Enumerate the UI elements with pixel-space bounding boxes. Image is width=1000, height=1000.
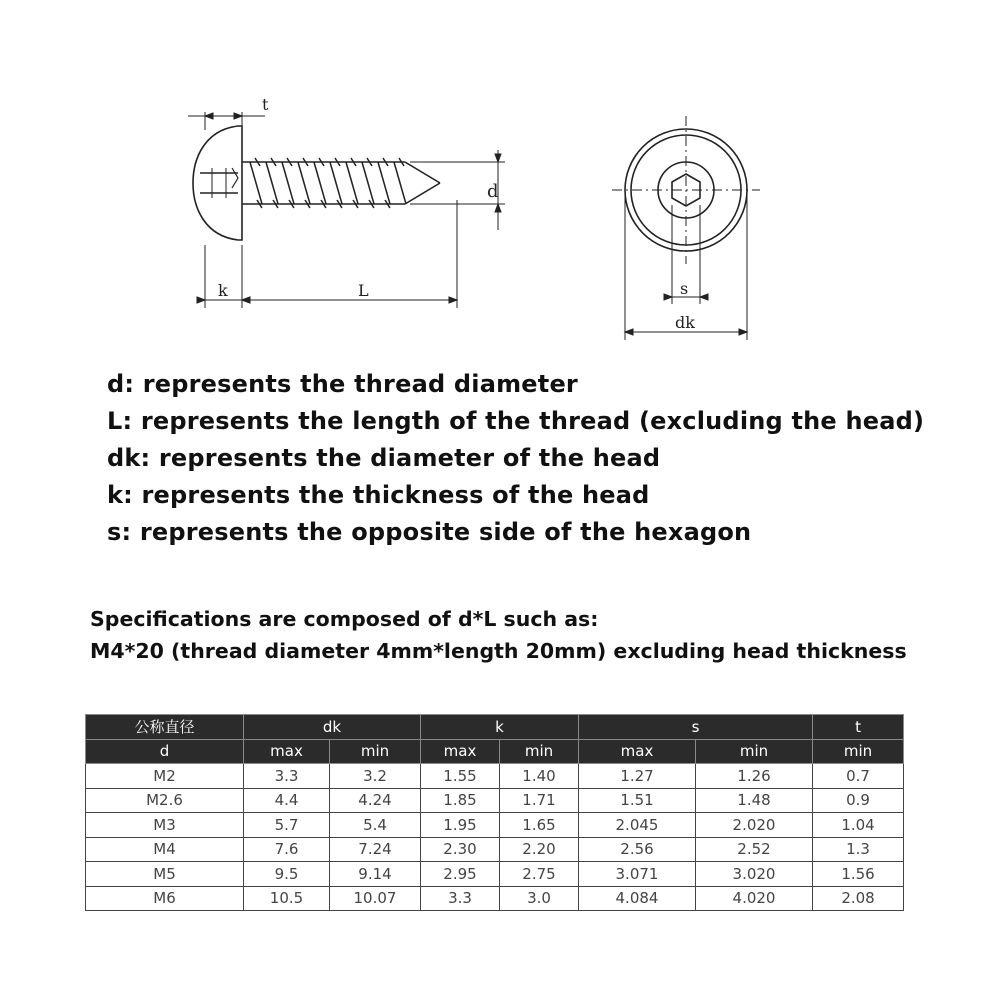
table-cell: 7.6 bbox=[244, 837, 330, 862]
table-cell: 0.7 bbox=[813, 764, 904, 789]
table-cell: 2.045 bbox=[579, 813, 696, 838]
table-cell: 1.85 bbox=[421, 788, 500, 813]
table-cell: M2 bbox=[86, 764, 244, 789]
table-cell: 2.30 bbox=[421, 837, 500, 862]
label-k: k bbox=[218, 281, 228, 300]
spec-note-line2: M4*20 (thread diameter 4mm*length 20mm) excluding head thickness bbox=[90, 639, 907, 663]
label-t: t bbox=[262, 95, 269, 114]
subheader-t-min: min bbox=[813, 739, 904, 764]
table-cell: 2.52 bbox=[696, 837, 813, 862]
table-cell: 4.4 bbox=[244, 788, 330, 813]
table-header-row-1 bbox=[86, 715, 904, 740]
table-cell: 4.084 bbox=[579, 886, 696, 911]
table-row bbox=[86, 788, 904, 813]
subheader-dk-max: max bbox=[244, 739, 330, 764]
table-cell: 1.3 bbox=[813, 837, 904, 862]
table-cell: 1.95 bbox=[421, 813, 500, 838]
definition-d: d: represents the thread diameter bbox=[107, 370, 578, 398]
spec-note bbox=[90, 603, 907, 667]
table-cell: 0.9 bbox=[813, 788, 904, 813]
table-cell: 3.0 bbox=[500, 886, 579, 911]
table-cell: 9.5 bbox=[244, 862, 330, 887]
table-row bbox=[86, 886, 904, 911]
label-s: s bbox=[680, 279, 689, 298]
table-cell: 10.5 bbox=[244, 886, 330, 911]
table-cell: 5.4 bbox=[330, 813, 421, 838]
table-cell: 2.56 bbox=[579, 837, 696, 862]
header-s: s bbox=[579, 715, 813, 740]
spec-note-line1: Specifications are composed of d*L such as: bbox=[90, 607, 599, 631]
screw-diagram bbox=[0, 0, 1000, 360]
table-cell: 2.20 bbox=[500, 837, 579, 862]
header-nominal: 公称直径 bbox=[86, 715, 244, 740]
table-cell: 2.08 bbox=[813, 886, 904, 911]
label-dk: dk bbox=[675, 313, 695, 332]
table-cell: 2.020 bbox=[696, 813, 813, 838]
spec-table bbox=[85, 714, 904, 911]
table-cell: 5.7 bbox=[244, 813, 330, 838]
table-cell: 4.24 bbox=[330, 788, 421, 813]
table-cell: 1.26 bbox=[696, 764, 813, 789]
table-cell: 1.56 bbox=[813, 862, 904, 887]
definition-s: s: represents the opposite side of the hexagon bbox=[107, 518, 752, 546]
table-cell: 2.95 bbox=[421, 862, 500, 887]
table-cell: 9.14 bbox=[330, 862, 421, 887]
table-cell: 1.55 bbox=[421, 764, 500, 789]
header-dk: dk bbox=[244, 715, 421, 740]
table-header-row-2 bbox=[86, 739, 904, 764]
table-cell: 3.071 bbox=[579, 862, 696, 887]
table-cell: 1.51 bbox=[579, 788, 696, 813]
label-L: L bbox=[358, 281, 369, 300]
table-row bbox=[86, 813, 904, 838]
table-cell: 3.3 bbox=[421, 886, 500, 911]
subheader-d: d bbox=[86, 739, 244, 764]
definitions-list bbox=[107, 366, 924, 551]
table-cell: M5 bbox=[86, 862, 244, 887]
table-cell: M2.6 bbox=[86, 788, 244, 813]
table-cell: 1.40 bbox=[500, 764, 579, 789]
definition-L: L: represents the length of the thread (excluding the head) bbox=[107, 407, 925, 435]
table-cell: 3.3 bbox=[244, 764, 330, 789]
label-d: d bbox=[487, 181, 499, 202]
table-row bbox=[86, 862, 904, 887]
table-cell: 10.07 bbox=[330, 886, 421, 911]
table-cell: 1.27 bbox=[579, 764, 696, 789]
table-cell: 3.2 bbox=[330, 764, 421, 789]
table-cell: M6 bbox=[86, 886, 244, 911]
subheader-k-min: min bbox=[500, 739, 579, 764]
table-cell: M4 bbox=[86, 837, 244, 862]
subheader-dk-min: min bbox=[330, 739, 421, 764]
table-cell: 1.65 bbox=[500, 813, 579, 838]
table-cell: M3 bbox=[86, 813, 244, 838]
screw-head-top-view bbox=[612, 116, 760, 340]
table-cell: 7.24 bbox=[330, 837, 421, 862]
subheader-k-max: max bbox=[421, 739, 500, 764]
table-cell: 3.020 bbox=[696, 862, 813, 887]
header-k: k bbox=[421, 715, 579, 740]
table-cell: 1.04 bbox=[813, 813, 904, 838]
table-row bbox=[86, 837, 904, 862]
table-row bbox=[86, 764, 904, 789]
table-cell: 1.71 bbox=[500, 788, 579, 813]
table-cell: 4.020 bbox=[696, 886, 813, 911]
table-cell: 2.75 bbox=[500, 862, 579, 887]
header-t: t bbox=[813, 715, 904, 740]
definition-dk: dk: represents the diameter of the head bbox=[107, 444, 661, 472]
definition-k: k: represents the thickness of the head bbox=[107, 481, 650, 509]
subheader-s-max: max bbox=[579, 739, 696, 764]
subheader-s-min: min bbox=[696, 739, 813, 764]
table-cell: 1.48 bbox=[696, 788, 813, 813]
